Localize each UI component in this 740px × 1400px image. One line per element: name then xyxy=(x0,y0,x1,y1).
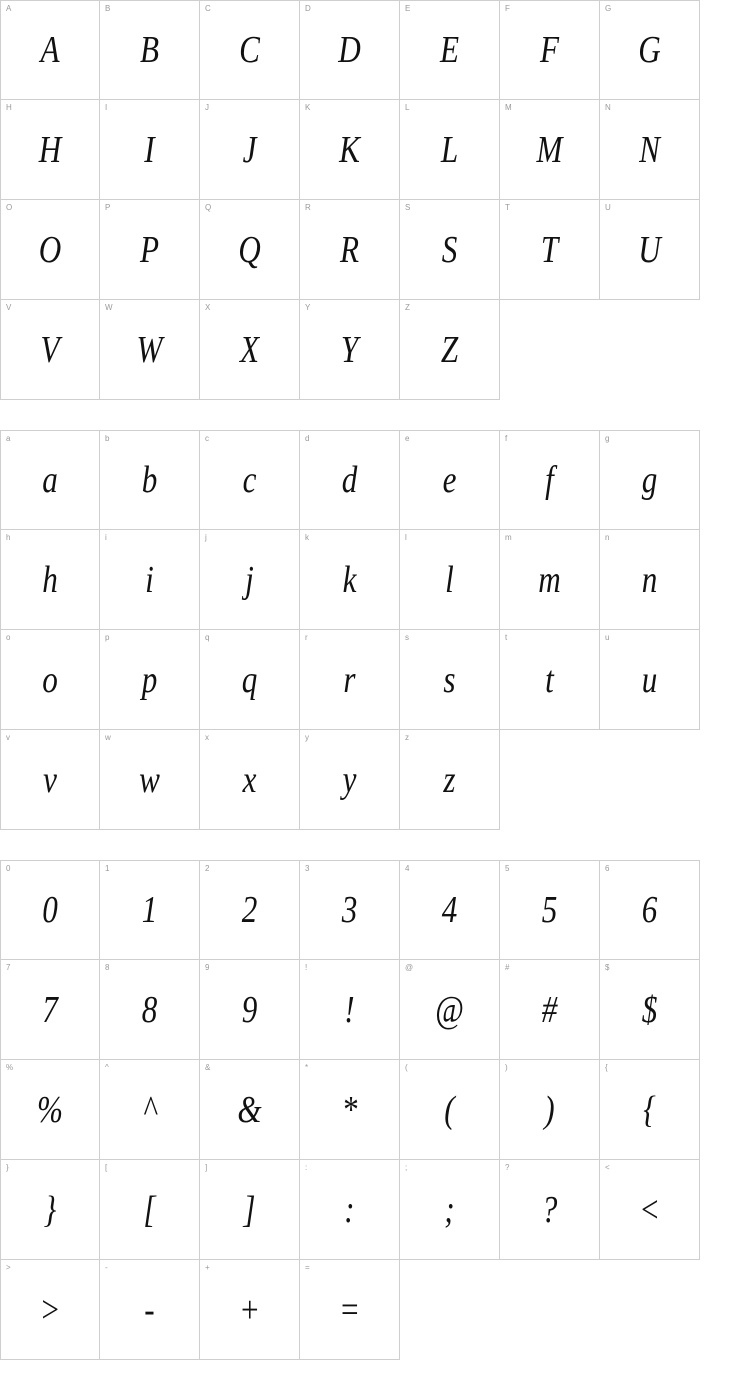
glyph-code-label: c xyxy=(205,434,210,443)
glyph-cell[interactable] xyxy=(300,730,400,830)
glyph-code-label: 7 xyxy=(6,963,11,972)
glyph-code-label: < xyxy=(605,1163,610,1172)
glyph-cell[interactable] xyxy=(500,530,600,630)
glyph-code-label: z xyxy=(405,733,410,742)
glyph-sample: T xyxy=(540,228,559,271)
glyph-cell[interactable] xyxy=(100,100,200,200)
glyph-cell[interactable] xyxy=(300,200,400,300)
glyph-code-label: d xyxy=(305,434,310,443)
glyph-cell[interactable] xyxy=(600,530,700,630)
glyph-cell[interactable] xyxy=(500,630,600,730)
glyph-code-label: Y xyxy=(305,303,311,312)
glyph-sample: [ xyxy=(143,1188,156,1231)
glyph-code-label: 9 xyxy=(205,963,210,972)
glyph-sample: l xyxy=(445,558,454,601)
glyph-code-label: b xyxy=(105,434,110,443)
glyph-sample: % xyxy=(37,1088,63,1131)
glyph-cell[interactable] xyxy=(500,1060,600,1160)
glyph-sample: 9 xyxy=(241,988,258,1031)
glyph-cell[interactable] xyxy=(600,630,700,730)
glyph-code-label: + xyxy=(205,1263,210,1272)
glyph-sample: Z xyxy=(440,328,459,371)
glyph-sample: 3 xyxy=(341,889,358,931)
glyph-sample: U xyxy=(638,228,661,271)
glyph-sample: G xyxy=(638,29,661,71)
glyph-code-label: r xyxy=(305,633,308,642)
glyph-cell[interactable] xyxy=(0,630,100,730)
glyph-cell[interactable] xyxy=(300,1060,400,1160)
glyph-sample: - xyxy=(144,1288,155,1331)
glyph-code-label: O xyxy=(6,203,13,212)
glyph-cell[interactable] xyxy=(500,200,600,300)
glyph-cell[interactable] xyxy=(500,1160,600,1260)
glyph-cell[interactable] xyxy=(0,860,100,960)
glyph-code-label: } xyxy=(6,1163,9,1172)
glyph-sample: p xyxy=(141,658,158,701)
glyph-sample: y xyxy=(342,758,357,801)
glyph-sample: k xyxy=(342,558,357,601)
glyph-code-label: 0 xyxy=(6,864,11,873)
glyph-code-label: X xyxy=(205,303,211,312)
section-gap xyxy=(0,830,740,860)
glyph-code-label: E xyxy=(405,4,411,13)
glyph-sample: ! xyxy=(344,988,355,1031)
glyph-cell[interactable] xyxy=(500,960,600,1060)
glyph-sample: ? xyxy=(541,1188,558,1231)
glyph-cell[interactable] xyxy=(200,730,300,830)
glyph-code-label: V xyxy=(6,303,12,312)
glyph-sample: # xyxy=(541,988,558,1031)
glyph-sample: : xyxy=(344,1188,355,1231)
glyph-cell[interactable] xyxy=(100,960,200,1060)
glyph-cell[interactable] xyxy=(600,200,700,300)
glyph-section-lowercase xyxy=(0,430,740,830)
glyph-row xyxy=(0,300,740,400)
glyph-cell[interactable] xyxy=(400,300,500,400)
glyph-sample: O xyxy=(38,228,62,271)
glyph-cell[interactable] xyxy=(200,1060,300,1160)
glyph-code-label: o xyxy=(6,633,11,642)
glyph-code-label: i xyxy=(105,533,107,542)
glyph-sample: F xyxy=(539,29,560,71)
glyph-code-label: a xyxy=(6,434,11,443)
glyph-sample: 0 xyxy=(42,889,58,931)
glyph-sample: I xyxy=(144,128,155,171)
glyph-cell[interactable] xyxy=(600,1060,700,1160)
glyph-cell[interactable] xyxy=(0,1160,100,1260)
glyph-code-label: ? xyxy=(505,1163,510,1172)
glyph-code-label: ) xyxy=(505,1063,508,1072)
glyph-sample: E xyxy=(439,29,460,71)
glyph-code-label: - xyxy=(105,1263,108,1272)
glyph-code-label: l xyxy=(405,533,407,542)
glyph-sample: & xyxy=(237,1088,262,1131)
glyph-code-label: Z xyxy=(405,303,411,312)
glyph-cell[interactable] xyxy=(100,300,200,400)
glyph-cell[interactable] xyxy=(0,430,100,530)
glyph-cell[interactable] xyxy=(600,960,700,1060)
glyph-code-label: 8 xyxy=(105,963,110,972)
glyph-code-label: S xyxy=(405,203,411,212)
glyph-cell[interactable] xyxy=(400,860,500,960)
glyph-sample: < xyxy=(638,1188,661,1231)
glyph-sample: z xyxy=(443,758,456,801)
glyph-cell[interactable] xyxy=(100,530,200,630)
glyph-sample: f xyxy=(545,459,554,501)
glyph-sample: j xyxy=(245,558,254,601)
glyph-sample: r xyxy=(343,658,356,701)
glyph-code-label: K xyxy=(305,103,311,112)
glyph-code-label: 3 xyxy=(305,864,310,873)
glyph-cell[interactable] xyxy=(400,0,500,100)
glyph-code-label: ( xyxy=(405,1063,408,1072)
glyph-code-label: % xyxy=(6,1063,14,1072)
glyph-cell[interactable] xyxy=(100,430,200,530)
glyph-row xyxy=(0,430,740,530)
glyph-cell[interactable] xyxy=(100,0,200,100)
glyph-sample: u xyxy=(641,658,658,701)
glyph-code-label: ^ xyxy=(105,1063,109,1072)
glyph-code-label: U xyxy=(605,203,611,212)
glyph-code-label: I xyxy=(105,103,108,112)
glyph-cell[interactable] xyxy=(0,200,100,300)
glyph-code-label: v xyxy=(6,733,11,742)
glyph-cell[interactable] xyxy=(100,630,200,730)
glyph-code-label: x xyxy=(205,733,210,742)
glyph-code-label: s xyxy=(405,633,410,642)
glyph-sample: x xyxy=(242,758,257,801)
glyph-code-label: @ xyxy=(405,963,414,972)
glyph-sample: w xyxy=(139,758,160,801)
glyph-code-label: L xyxy=(405,103,410,112)
glyph-sample: L xyxy=(440,128,459,171)
glyph-code-label: A xyxy=(6,4,12,13)
glyph-cell[interactable] xyxy=(400,1060,500,1160)
glyph-cell[interactable] xyxy=(0,960,100,1060)
glyph-code-label: ] xyxy=(205,1163,208,1172)
glyph-sample: ] xyxy=(243,1188,256,1231)
glyph-code-label: P xyxy=(105,203,111,212)
glyph-code-label: [ xyxy=(105,1163,108,1172)
glyph-sample: 8 xyxy=(141,988,158,1031)
glyph-code-label: k xyxy=(305,533,310,542)
glyph-code-label: N xyxy=(605,103,611,112)
glyph-sample: B xyxy=(139,29,160,71)
glyph-sample: b xyxy=(141,459,158,501)
glyph-cell[interactable] xyxy=(300,100,400,200)
glyph-sample: ) xyxy=(544,1088,555,1131)
glyph-sample: N xyxy=(639,128,660,171)
glyph-sample: $ xyxy=(641,988,658,1031)
glyph-code-label: w xyxy=(105,733,111,742)
glyph-code-label: : xyxy=(305,1163,308,1172)
glyph-sample: = xyxy=(338,1288,361,1331)
glyph-cell[interactable] xyxy=(400,630,500,730)
glyph-cell[interactable] xyxy=(400,200,500,300)
glyph-row xyxy=(0,100,740,200)
glyph-cell[interactable] xyxy=(200,630,300,730)
glyph-cell[interactable] xyxy=(0,0,100,100)
glyph-sample: * xyxy=(341,1088,358,1131)
glyph-code-label: h xyxy=(6,533,11,542)
glyph-cell[interactable] xyxy=(200,100,300,200)
glyph-cell[interactable] xyxy=(600,430,700,530)
glyph-cell[interactable] xyxy=(100,1160,200,1260)
glyph-sample: 6 xyxy=(641,889,658,931)
glyph-code-label: R xyxy=(305,203,311,212)
glyph-row xyxy=(0,1160,740,1260)
glyph-cell[interactable] xyxy=(200,960,300,1060)
glyph-cell[interactable] xyxy=(300,860,400,960)
glyph-code-label: # xyxy=(505,963,510,972)
glyph-cell[interactable] xyxy=(100,1060,200,1160)
glyph-sample: M xyxy=(536,128,563,171)
glyph-cell[interactable] xyxy=(200,300,300,400)
glyph-sample: J xyxy=(242,128,257,171)
glyph-code-label: y xyxy=(305,733,310,742)
glyph-cell[interactable] xyxy=(200,430,300,530)
glyph-code-label: 4 xyxy=(405,864,410,873)
glyph-code-label: q xyxy=(205,633,210,642)
glyph-cell[interactable] xyxy=(400,1160,500,1260)
glyph-sample: Y xyxy=(340,328,359,371)
glyph-code-label: $ xyxy=(605,963,610,972)
glyph-cell[interactable] xyxy=(600,1160,700,1260)
glyph-code-label: { xyxy=(605,1063,608,1072)
glyph-sample: g xyxy=(641,459,658,501)
glyph-cell[interactable] xyxy=(500,0,600,100)
glyph-row xyxy=(0,730,740,830)
glyph-cell[interactable] xyxy=(300,1160,400,1260)
glyph-cell[interactable] xyxy=(600,0,700,100)
glyph-sample: n xyxy=(641,558,658,601)
glyph-sample: ; xyxy=(444,1188,455,1231)
section-gap xyxy=(0,400,740,430)
glyph-code-label: D xyxy=(305,4,311,13)
glyph-cell[interactable] xyxy=(300,0,400,100)
glyph-sample: 1 xyxy=(141,889,158,931)
glyph-code-label: Q xyxy=(205,203,212,212)
glyph-sample: V xyxy=(40,328,60,371)
glyph-cell[interactable] xyxy=(500,100,600,200)
glyph-row xyxy=(0,1260,740,1360)
glyph-sample: } xyxy=(43,1188,57,1231)
glyph-code-label: u xyxy=(605,633,610,642)
glyph-cell[interactable] xyxy=(300,960,400,1060)
glyph-cell[interactable] xyxy=(600,860,700,960)
glyph-cell[interactable] xyxy=(600,100,700,200)
glyph-sample: o xyxy=(42,658,58,701)
glyph-cell[interactable] xyxy=(0,100,100,200)
glyph-sample: S xyxy=(441,228,458,271)
glyph-cell[interactable] xyxy=(200,1260,300,1360)
glyph-cell[interactable] xyxy=(400,960,500,1060)
glyph-sample: t xyxy=(545,658,554,701)
glyph-sample: C xyxy=(239,29,260,71)
glyph-sample: v xyxy=(43,758,57,801)
glyph-cell[interactable] xyxy=(100,1260,200,1360)
glyph-row xyxy=(0,200,740,300)
glyph-cell[interactable] xyxy=(400,100,500,200)
glyph-code-label: F xyxy=(505,4,511,13)
glyph-code-label: ; xyxy=(405,1163,408,1172)
glyph-cell[interactable] xyxy=(300,530,400,630)
glyph-sample: i xyxy=(145,558,154,601)
glyph-code-label: B xyxy=(105,4,111,13)
glyph-cell[interactable] xyxy=(400,430,500,530)
glyph-sample: ^ xyxy=(142,1088,157,1131)
glyph-sample: + xyxy=(238,1288,261,1331)
glyph-sample: A xyxy=(40,29,60,71)
glyph-cell[interactable] xyxy=(200,1160,300,1260)
glyph-cell[interactable] xyxy=(200,860,300,960)
glyph-code-label: j xyxy=(205,533,207,542)
glyph-code-label: ! xyxy=(305,963,308,972)
glyph-sample: e xyxy=(442,459,457,501)
glyph-cell[interactable] xyxy=(400,730,500,830)
glyph-sample: 2 xyxy=(241,889,258,931)
glyph-sample: h xyxy=(42,558,58,601)
glyph-code-label: f xyxy=(505,434,508,443)
glyph-sample: 4 xyxy=(441,889,458,931)
glyph-row xyxy=(0,0,740,100)
glyph-cell[interactable] xyxy=(0,1060,100,1160)
glyph-code-label: 1 xyxy=(105,864,110,873)
glyph-code-label: > xyxy=(6,1263,11,1272)
glyph-code-label: 5 xyxy=(505,864,510,873)
glyph-code-label: W xyxy=(105,303,113,312)
glyph-sample: W xyxy=(136,328,163,371)
glyph-cell[interactable] xyxy=(500,430,600,530)
glyph-row xyxy=(0,860,740,960)
glyph-code-label: 6 xyxy=(605,864,610,873)
glyph-code-label: p xyxy=(105,633,110,642)
glyph-code-label: m xyxy=(505,533,512,542)
glyph-section-digits-and-symbols xyxy=(0,860,740,1360)
glyph-cell[interactable] xyxy=(200,0,300,100)
glyph-code-label: T xyxy=(505,203,511,212)
glyph-cell[interactable] xyxy=(100,200,200,300)
glyph-code-label: = xyxy=(305,1263,310,1272)
glyph-sample: 7 xyxy=(42,988,58,1031)
glyph-cell[interactable] xyxy=(0,1260,100,1360)
glyph-code-label: t xyxy=(505,633,508,642)
glyph-code-label: g xyxy=(605,434,610,443)
glyph-sample: m xyxy=(538,558,561,601)
glyph-sample: H xyxy=(38,128,62,171)
glyph-code-label: C xyxy=(205,4,211,13)
glyph-cell[interactable] xyxy=(100,730,200,830)
glyph-code-label: M xyxy=(505,103,512,112)
glyph-sample: @ xyxy=(435,988,464,1031)
glyph-sample: ( xyxy=(444,1088,455,1131)
glyph-sample: D xyxy=(338,29,361,71)
glyph-cell[interactable] xyxy=(100,860,200,960)
glyph-sample: { xyxy=(643,1088,656,1131)
glyph-cell[interactable] xyxy=(0,300,100,400)
glyph-code-label: * xyxy=(305,1063,309,1072)
glyph-code-label: e xyxy=(405,434,410,443)
glyph-code-label: n xyxy=(605,533,610,542)
glyph-cell[interactable] xyxy=(0,530,100,630)
glyph-code-label: H xyxy=(6,103,12,112)
glyph-cell[interactable] xyxy=(300,1260,400,1360)
glyph-sample: R xyxy=(339,228,360,271)
glyph-cell[interactable] xyxy=(400,530,500,630)
glyph-sample: d xyxy=(341,459,358,501)
glyph-code-label: J xyxy=(205,103,210,112)
glyph-sample: a xyxy=(42,459,58,501)
glyph-cell[interactable] xyxy=(300,630,400,730)
glyph-sample: q xyxy=(241,658,258,701)
glyph-row xyxy=(0,1060,740,1160)
glyph-cell[interactable] xyxy=(300,300,400,400)
glyph-sample: > xyxy=(39,1288,61,1331)
glyph-sample: Q xyxy=(238,228,261,271)
glyph-row xyxy=(0,960,740,1060)
glyph-sample: 5 xyxy=(541,889,558,931)
glyph-row xyxy=(0,530,740,630)
glyph-sample: K xyxy=(339,128,360,171)
glyph-cell[interactable] xyxy=(200,530,300,630)
glyph-section-uppercase xyxy=(0,0,740,400)
glyph-cell[interactable] xyxy=(500,860,600,960)
glyph-code-label: & xyxy=(205,1063,211,1072)
glyph-cell[interactable] xyxy=(300,430,400,530)
glyph-sample: c xyxy=(242,459,257,501)
glyph-cell[interactable] xyxy=(0,730,100,830)
glyph-cell[interactable] xyxy=(200,200,300,300)
glyph-row xyxy=(0,630,740,730)
glyph-code-label: G xyxy=(605,4,612,13)
glyph-sample: P xyxy=(139,228,160,271)
glyph-code-label: 2 xyxy=(205,864,210,873)
glyph-sample: X xyxy=(239,328,260,371)
glyph-sample: s xyxy=(443,658,456,701)
